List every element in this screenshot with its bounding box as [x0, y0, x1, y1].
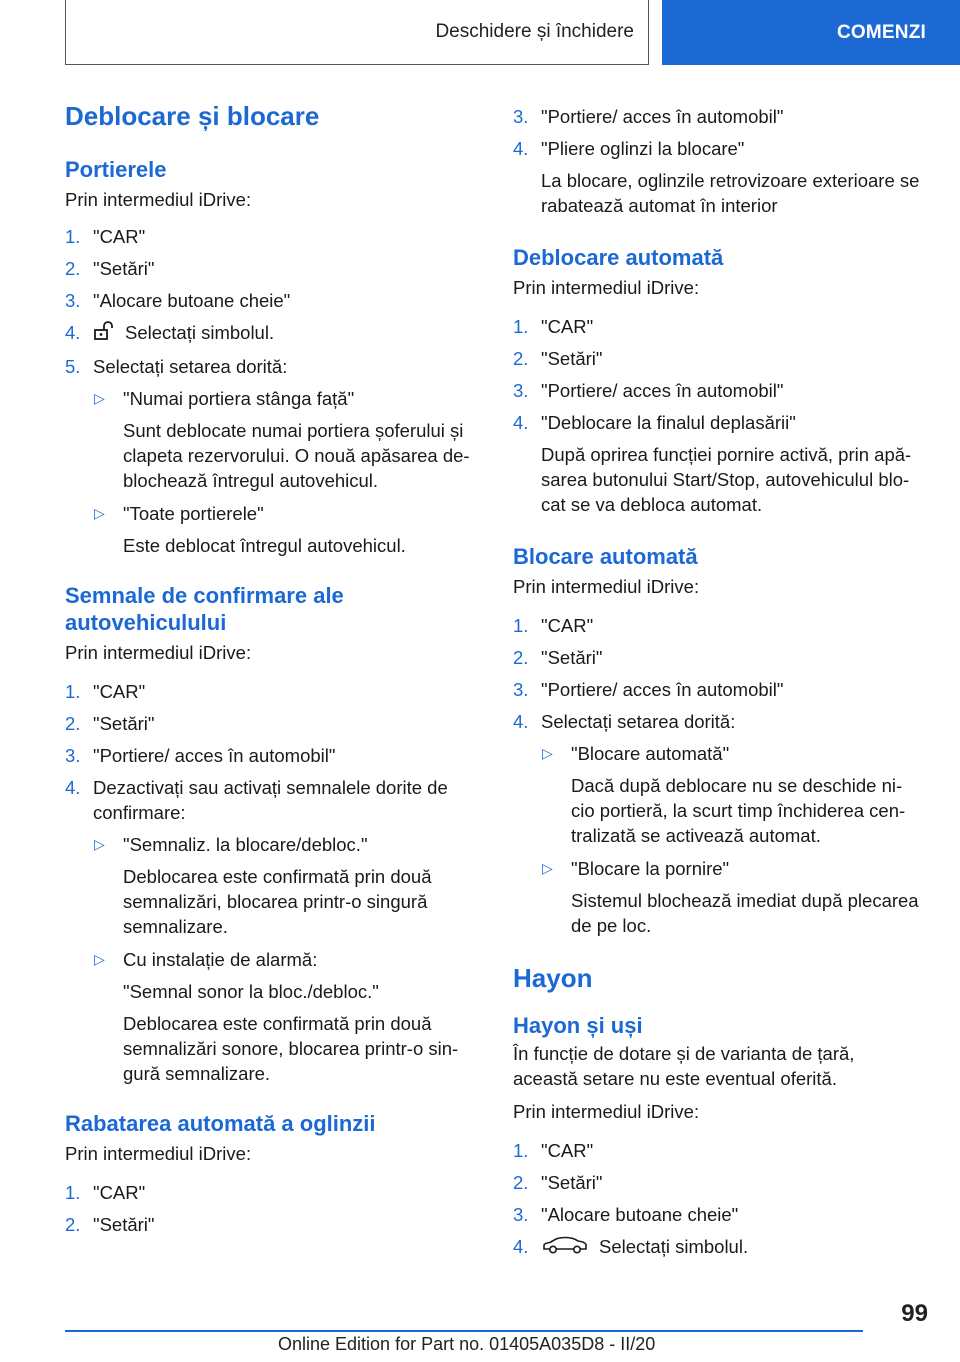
triangle-bullet-icon: ▷: [542, 745, 553, 761]
desc-line: semnalizare.: [123, 916, 228, 938]
desc-line: tralizată se activează automat.: [571, 825, 821, 846]
list-text: "Deblocare la finalul deplasării": [541, 412, 796, 433]
list-num: 3.: [513, 679, 529, 700]
desc-line: Deblocarea este confirmată prin două: [123, 866, 432, 888]
desc-line: clapeta rezervorului. O nouă apăsarea de-: [123, 445, 470, 467]
sub-text: Cu instalație de alarmă:: [123, 949, 318, 971]
list-rabatare-cont: [513, 104, 933, 218]
sub-text: "Semnaliz. la blocare/debloc.": [123, 834, 368, 856]
sub-desc: [513, 888, 933, 938]
heading-line: Semnale de confirmare ale: [65, 583, 344, 609]
list-num: 2.: [513, 1172, 529, 1193]
list-item: [513, 378, 933, 403]
list-num: 3.: [65, 290, 81, 311]
page-title: Deblocare și blocare: [65, 101, 320, 131]
heading-deblocare-auto: Deblocare automată: [513, 245, 724, 270]
list-text: Selectați setarea dorită:: [93, 356, 288, 378]
sub-item: [513, 741, 933, 766]
list-num: 2.: [65, 713, 81, 735]
list-num: 5.: [65, 356, 81, 378]
right-column: [513, 104, 933, 1261]
car-icon: [541, 1235, 589, 1261]
list-num: 4.: [513, 1236, 529, 1257]
list-item: [513, 709, 933, 734]
triangle-bullet-icon: ▷: [542, 860, 553, 876]
list-text: "Setări": [93, 713, 155, 735]
desc-line: Sunt deblocate numai portiera șoferului și: [123, 420, 464, 442]
list-item: [513, 1138, 933, 1163]
header-chapter-label: COMENZI: [836, 21, 926, 43]
list-text: "Setări": [541, 1172, 603, 1193]
list-item: [513, 346, 933, 371]
triangle-bullet-icon: ▷: [94, 836, 105, 853]
heading-portiere: Portierele: [65, 157, 167, 182]
sub-desc: [65, 418, 485, 493]
sub-text: "Blocare la pornire": [571, 858, 730, 879]
heading-line: autovehiculului: [65, 610, 227, 636]
list-text: Dezactivați sau activați semnalele dorite de: [93, 777, 448, 799]
list-text: Selectați simbolul.: [125, 322, 275, 343]
list-text: "Pliere oglinzi la blocare": [541, 138, 745, 159]
list-num: 4.: [65, 777, 81, 799]
list-text: "CAR": [93, 681, 146, 703]
list-item: [513, 613, 933, 638]
desc-line: După oprirea funcției pornire activă, prin apă-: [541, 444, 912, 465]
intro-text: Prin intermediul iDrive:: [513, 1101, 700, 1122]
list-num: 1.: [513, 1140, 529, 1161]
list-portiere: [65, 224, 485, 558]
list-item: [65, 224, 485, 249]
triangle-bullet-icon: ▷: [94, 390, 105, 407]
list-item: [513, 104, 933, 129]
header-chapter: [662, 0, 960, 65]
heading-hayon: Hayon și uși: [513, 1013, 643, 1038]
header-section: [65, 0, 649, 65]
list-text: "CAR": [541, 615, 594, 636]
heading-blocare-auto: Blocare automată: [513, 544, 698, 569]
intro-text: Prin intermediul iDrive:: [513, 277, 700, 298]
list-num: 1.: [513, 316, 529, 337]
item-desc: [513, 168, 933, 218]
list-rabatare: [65, 1180, 485, 1237]
sub-item: [65, 832, 485, 857]
list-num: 2.: [65, 258, 81, 279]
sub-text: "Toate portierele": [123, 503, 264, 525]
list-text: "Setări": [93, 1214, 155, 1236]
section-title-hayon: Hayon: [513, 963, 593, 993]
sub-item: [65, 947, 485, 972]
list-text: Selectați simbolul.: [599, 1236, 749, 1257]
intro-line: În funcție de dotare și de varianta de țară,: [513, 1043, 855, 1064]
list-deblocare-auto: [513, 314, 933, 517]
list-num: 1.: [513, 615, 529, 636]
desc-line: cat se va debloca automat.: [541, 494, 763, 515]
sub-text: "Numai portiera stânga față": [123, 388, 355, 410]
footer-divider: [65, 1330, 863, 1332]
list-num: 2.: [513, 348, 529, 369]
intro-text: [513, 1041, 933, 1091]
desc-line: semnalizări sonore, blocarea printr-o sin-: [123, 1038, 459, 1060]
sub-desc: [65, 1011, 485, 1086]
footer-edition: Online Edition for Part no. 01405A035D8 - II/20: [278, 1334, 656, 1354]
list-item: [513, 410, 933, 435]
list-item: [513, 1170, 933, 1195]
list-hayon: [513, 1138, 933, 1261]
heading-semnale: [65, 582, 485, 636]
list-num: 4.: [65, 322, 81, 343]
sub-item: [65, 501, 485, 526]
list-text: "CAR": [541, 1140, 594, 1161]
sub-text: "Blocare automată": [571, 743, 730, 764]
list-item: [513, 314, 933, 339]
list-text: "Setări": [541, 348, 603, 369]
intro-text: Prin intermediul iDrive:: [513, 576, 700, 597]
list-item: [513, 1202, 933, 1227]
list-text: "Setări": [541, 647, 603, 668]
unlock-icon: [93, 321, 115, 347]
list-num: 4.: [513, 711, 529, 732]
list-num: 1.: [65, 226, 81, 247]
list-num: 3.: [513, 1204, 529, 1225]
list-num: 3.: [513, 380, 529, 401]
item-desc: [513, 442, 933, 517]
list-item: [65, 256, 485, 281]
header-section-label: Deschidere și închidere: [435, 21, 634, 42]
list-item: [513, 1234, 933, 1261]
list-text: "Portiere/ acces în automobil": [541, 380, 784, 401]
desc-line: cio portieră, la scurt timp închiderea cen-: [571, 800, 906, 821]
page-number: 99: [901, 1300, 928, 1327]
list-item: [513, 136, 933, 161]
list-text: "Alocare butoane cheie": [541, 1204, 739, 1225]
desc-line: gură semnalizare.: [123, 1063, 271, 1085]
sub-item: [65, 386, 485, 411]
list-item: [65, 679, 485, 704]
desc-line: Deblocarea este confirmată prin două: [123, 1013, 432, 1035]
desc-line: Sistemul blochează imediat după plecarea: [571, 890, 919, 911]
heading-rabatare: Rabatarea automată a oglinzii: [65, 1111, 376, 1137]
list-text: "CAR": [93, 226, 146, 247]
intro-text: Prin intermediul iDrive:: [65, 1143, 252, 1165]
list-item: [65, 1180, 485, 1205]
list-semnale: [65, 679, 485, 1086]
list-item: [513, 677, 933, 702]
desc-line: Dacă după deblocare nu se deschide ni-: [571, 775, 903, 796]
list-item: [65, 775, 485, 825]
list-text: "Portiere/ acces în automobil": [541, 679, 784, 700]
list-item: [65, 320, 485, 347]
sub-desc: Este deblocat întregul autovehicul.: [123, 535, 406, 557]
list-num: 4.: [513, 412, 529, 433]
list-item: [513, 645, 933, 670]
list-item: [65, 288, 485, 313]
left-column: [65, 100, 485, 1237]
list-num: 2.: [65, 1214, 81, 1236]
list-num: 1.: [65, 681, 81, 703]
list-blocare-auto: [513, 613, 933, 938]
list-item: [65, 354, 485, 379]
sub-item: [513, 856, 933, 881]
list-text: "Alocare butoane cheie": [93, 290, 291, 311]
sub-desc: [513, 773, 933, 848]
list-num: 4.: [513, 138, 529, 159]
list-num: 1.: [65, 1182, 81, 1204]
intro-line: această setare nu este eventual oferită.: [513, 1068, 837, 1089]
triangle-bullet-icon: ▷: [94, 505, 105, 522]
desc-line: semnalizări, blocarea printr-o singură: [123, 891, 428, 913]
intro-text: Prin intermediul iDrive:: [65, 189, 252, 210]
list-num: 3.: [65, 745, 81, 767]
list-text: confirmare:: [93, 802, 186, 824]
list-text: "Portiere/ acces în automobil": [93, 745, 336, 767]
list-text: "CAR": [93, 1182, 146, 1204]
intro-text: Prin intermediul iDrive:: [65, 642, 252, 664]
list-num: 2.: [513, 647, 529, 668]
desc-line: rabatează automat în interior: [541, 195, 778, 216]
triangle-bullet-icon: ▷: [94, 951, 105, 968]
list-text: "Setări": [93, 258, 155, 279]
sub-desc: "Semnal sonor la bloc./debloc.": [123, 981, 379, 1003]
desc-line: La blocare, oglinzile retrovizoare exterioare se: [541, 170, 920, 191]
list-text: "Portiere/ acces în automobil": [541, 106, 784, 127]
desc-line: blochează întregul autovehicul.: [123, 470, 379, 492]
list-num: 3.: [513, 106, 529, 127]
list-item: [65, 743, 485, 768]
list-item: [65, 711, 485, 736]
list-text: "CAR": [541, 316, 594, 337]
list-text: Selectați setarea dorită:: [541, 711, 736, 732]
desc-line: sarea butonului Start/Stop, autovehiculul blo-: [541, 469, 910, 490]
sub-desc: [65, 864, 485, 939]
desc-line: de pe loc.: [571, 915, 652, 936]
list-item: [65, 1212, 485, 1237]
